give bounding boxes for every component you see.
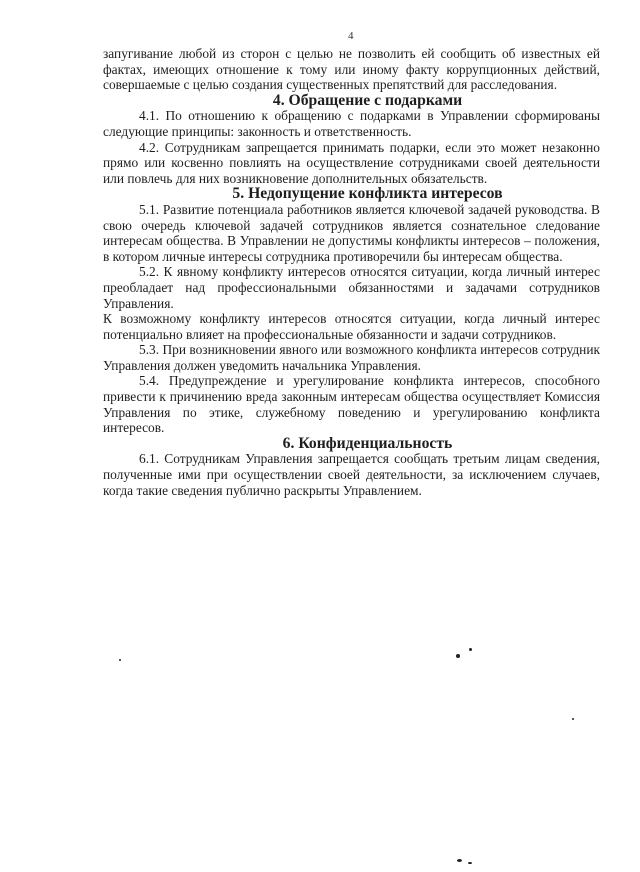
- scan-speck: [456, 654, 460, 658]
- section-heading-confidentiality: 6. Конфиденциальность: [282, 434, 453, 452]
- paragraph-4-1: 4.1. По отношению к обращению с подарками в Управлении сформированы следующие принципы: законность и ответственность.: [103, 108, 600, 139]
- scan-speck: [119, 659, 121, 661]
- scan-speck: [469, 648, 472, 651]
- paragraph-5-4: 5.4. Предупреждение и урегулирование конфликта интересов, способного привести к причинению вреда законным интересам общества осуществляет Комиссия Управления по этике, служебному поведению и урегулированию конфликта интересов.: [103, 373, 600, 436]
- paragraph-5-3: 5.3. При возникновении явного или возможного конфликта интересов сотрудник Управления должен уведомить начальника Управления.: [103, 342, 600, 373]
- paragraph-4-2: 4.2. Сотрудникам запрещается принимать подарки, если это может незаконно прямо или косвенно повлиять на осуществление сотрудниками своей деятельности или повлечь для них возникновение дополнительных обязательств.: [103, 139, 600, 186]
- paragraph-5-2-continued: К возможному конфликту интересов относятся ситуации, когда личный интерес потенциально влияет на профессиональные обязанности и задачи сотрудников.: [103, 311, 600, 342]
- page-number: 4: [348, 30, 354, 42]
- paragraph-5-1: 5.1. Развитие потенциала работников является ключевой задачей руководства. В свою очередь ключевой задачей сотрудников является сознательное следование интересам общества. В Управлении не допустимы конфликты интересов – положения, в котором личные интересы сотрудника противоречили бы интересам общества.: [103, 201, 600, 264]
- paragraph-6-1: 6.1. Сотрудникам Управления запрещается сообщать третьим лицам сведения, полученные ими при осуществлении своей деятельности, за исключением случаев, когда такие сведения публично раскрыты Управлением.: [103, 451, 600, 498]
- intro-paragraph: запугивание любой из сторон с целью не позволить ей сообщить об известных ей фактах, имеющих отношение к тому или иному факту коррупционных действий, совершаемые с целью создания существенных препятствий для расследования.: [103, 46, 600, 93]
- document-body: [103, 46, 600, 498]
- scan-speck: [457, 859, 462, 862]
- section-heading-gifts: 4. Обращение с подарками: [272, 91, 463, 109]
- scan-speck: [468, 862, 472, 864]
- section-heading-conflict-of-interest: 5. Недопущение конфликта интересов: [232, 185, 503, 203]
- scan-speck: [572, 718, 574, 720]
- paragraph-5-2: 5.2. К явному конфликту интересов относятся ситуации, когда личный интерес преобладает над профессиональными обязанностями и задачами сотрудников Управления.: [103, 264, 600, 311]
